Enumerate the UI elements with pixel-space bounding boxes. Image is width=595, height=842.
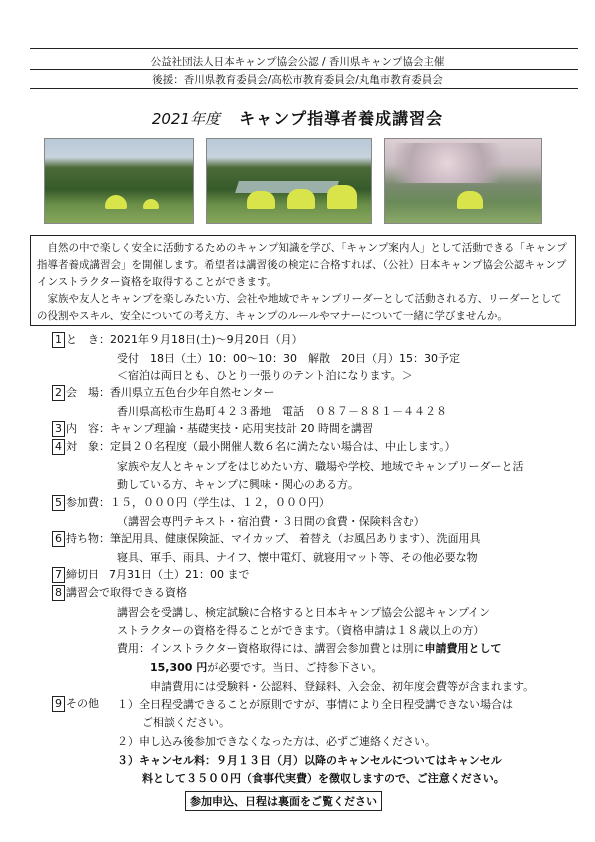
item-number: 5 xyxy=(52,495,65,511)
qualification-amount-text: が必要です。当日、ご持参下さい。 xyxy=(207,661,383,674)
item-number: 2 xyxy=(52,385,65,401)
item-fee xyxy=(52,495,330,511)
item-number: 6 xyxy=(52,531,65,547)
qualification-line-2: 講習会を受講し、検定試験に合格すると日本キャンプ協会公認キャンプイン xyxy=(117,606,491,619)
qualification-amount xyxy=(150,659,382,675)
item-number: 1 xyxy=(52,332,65,348)
other-note-1b: ご相談ください。 xyxy=(142,716,230,729)
item-number: 7 xyxy=(52,567,65,583)
intro-paragraph-1: 自然の中で楽しく安全に活動するためのキャンプ知識を学び、「キャンプ案内人」として活動できる「キャンプ指導者養成講習会」を開催します。希望者は講習後の検定に合格すれば、（公社）日本キャンプ協会公認キャンプインストラクター資格を取得することができます。 xyxy=(37,242,567,288)
title-year: 2021年度 xyxy=(151,110,221,128)
title-main: キャンプ指導者養成講習会 xyxy=(239,109,444,128)
tent-shape xyxy=(457,191,483,209)
tarp-shape xyxy=(235,181,339,193)
other-note-3b: 料として３５００円（食事代実費）を徴収しますので、ご注意ください。 xyxy=(142,772,505,785)
item-label: その他 xyxy=(66,697,99,710)
qualification-amount-value: 15,300 円 xyxy=(150,661,208,674)
item-label: 講習会で取得できる資格 xyxy=(66,586,187,599)
qualification-cost-emphasis: 申請費用として xyxy=(424,642,502,655)
sponsor-line: 後援：香川県教育委員会/高松市教育委員会/丸亀市教育委員会 xyxy=(152,74,443,86)
target-line-2: 家族や友人とキャンプをはじめたい方、職場や学校、地域でキャンプリーダーと活 xyxy=(117,460,524,473)
page-title xyxy=(0,106,595,129)
qualification-cost-text: 費用：インストラクター資格取得には、講習会参加費とは別に xyxy=(117,642,425,655)
item-label: 対 象： xyxy=(66,440,110,453)
other-note-3: ３）キャンセル料：９月１３日（月）以降のキャンセルについてはキャンセル xyxy=(117,754,502,767)
item-value: 定員２０名程度（最小開催人数６名に満たない場合は、中止します。） xyxy=(110,440,456,453)
item-value: １５，０００円（学生は、１２，０００円） xyxy=(110,496,330,509)
belongings-line-2: 寝具、軍手、雨具、ナイフ、懐中電灯、就寝用マット等、その他必要な物 xyxy=(117,551,478,564)
item-belongings xyxy=(52,531,480,547)
item-number: 9 xyxy=(52,696,65,712)
header-bottom-rule xyxy=(30,88,578,89)
tent-shape xyxy=(247,191,275,209)
intro-box xyxy=(30,235,576,326)
item-label: 参加費： xyxy=(66,496,110,509)
other-note-1: １）全日程受講できることが原則ですが、事情により全日程受講できない場合は xyxy=(117,698,513,711)
dates-reception: 受付 18日（土）10：00～10：30 解散 20日（月）15：30予定 xyxy=(117,352,460,365)
top-rule xyxy=(30,48,578,49)
item-target xyxy=(52,439,456,455)
item-value: 7月31日（土）21：00 まで xyxy=(109,568,250,581)
item-other xyxy=(52,696,99,712)
item-value: 2021年９月18日(土)～9月20日（月） xyxy=(110,333,303,346)
organizer-line: 公益社団法人日本キャンプ協会公認 / 香川県キャンプ協会主催 xyxy=(150,56,445,68)
qualification-fee-note: 申請費用には受験料・公認料、登録料、入会金、初年度会費等が含まれます。 xyxy=(150,680,535,693)
item-label: 締切日 xyxy=(66,568,99,581)
item-dates xyxy=(52,332,303,348)
footer-notice: 参加申込、日程は裏面をご覧ください xyxy=(185,791,382,811)
item-value: キャンプ理論・基礎実技・応用実技計 20 時間を講習 xyxy=(110,422,373,435)
qualification-cost xyxy=(117,640,501,656)
camp-photo-blossoms xyxy=(384,138,542,224)
header-divider xyxy=(30,69,578,70)
item-label: と き： xyxy=(66,333,110,346)
intro-paragraph-2: 家族や友人とキャンプを楽しみたい方、会社や地域でキャンプリーダーとして活動される方、リーダーとしての役割やスキル、安全についての考え方、キャンプのルールやマナーについて一緒に学びませんか。 xyxy=(37,293,562,322)
item-venue xyxy=(52,385,275,401)
item-label: 内 容： xyxy=(66,422,110,435)
item-qualification xyxy=(52,585,187,601)
camp-photo-tarp xyxy=(206,138,372,224)
qualification-line-3: ストラクターの資格を得ることができます。（資格申請は１８歳以上の方） xyxy=(117,624,485,637)
item-value: 筆記用具、健康保険証、マイカップ、 着替え（お風呂あります）、洗面用具 xyxy=(110,532,481,545)
tent-shape xyxy=(143,199,159,209)
tent-shape xyxy=(105,195,127,209)
item-deadline xyxy=(52,567,250,583)
item-number: 8 xyxy=(52,585,65,601)
item-number: 3 xyxy=(52,421,65,437)
camp-photo-field xyxy=(44,138,194,224)
tent-shape xyxy=(327,185,357,209)
item-label: 会 場： xyxy=(66,386,110,399)
cherry-blossom-shape xyxy=(395,143,525,183)
venue-address: 香川県高松市生島町４２３番地 電話 ０８７－８８１－４４２８ xyxy=(117,405,447,418)
item-content xyxy=(52,421,373,437)
tent-shape xyxy=(287,189,315,209)
item-label: 持ち物： xyxy=(66,532,110,545)
item-value: 香川県立五色台少年自然センター xyxy=(110,386,275,399)
item-number: 4 xyxy=(52,439,65,455)
fee-includes: （講習会専門テキスト・宿泊費・３日間の食費・保険料含む） xyxy=(117,515,425,528)
other-note-2: ２）申し込み後参加できなくなった方は、必ずご連絡ください。 xyxy=(117,735,436,748)
target-line-3: 動している方、キャンプに興味・関心のある方。 xyxy=(117,478,359,491)
dates-note: ＜宿泊は両日とも、ひとり一張りのテント泊になります。＞ xyxy=(117,369,413,382)
